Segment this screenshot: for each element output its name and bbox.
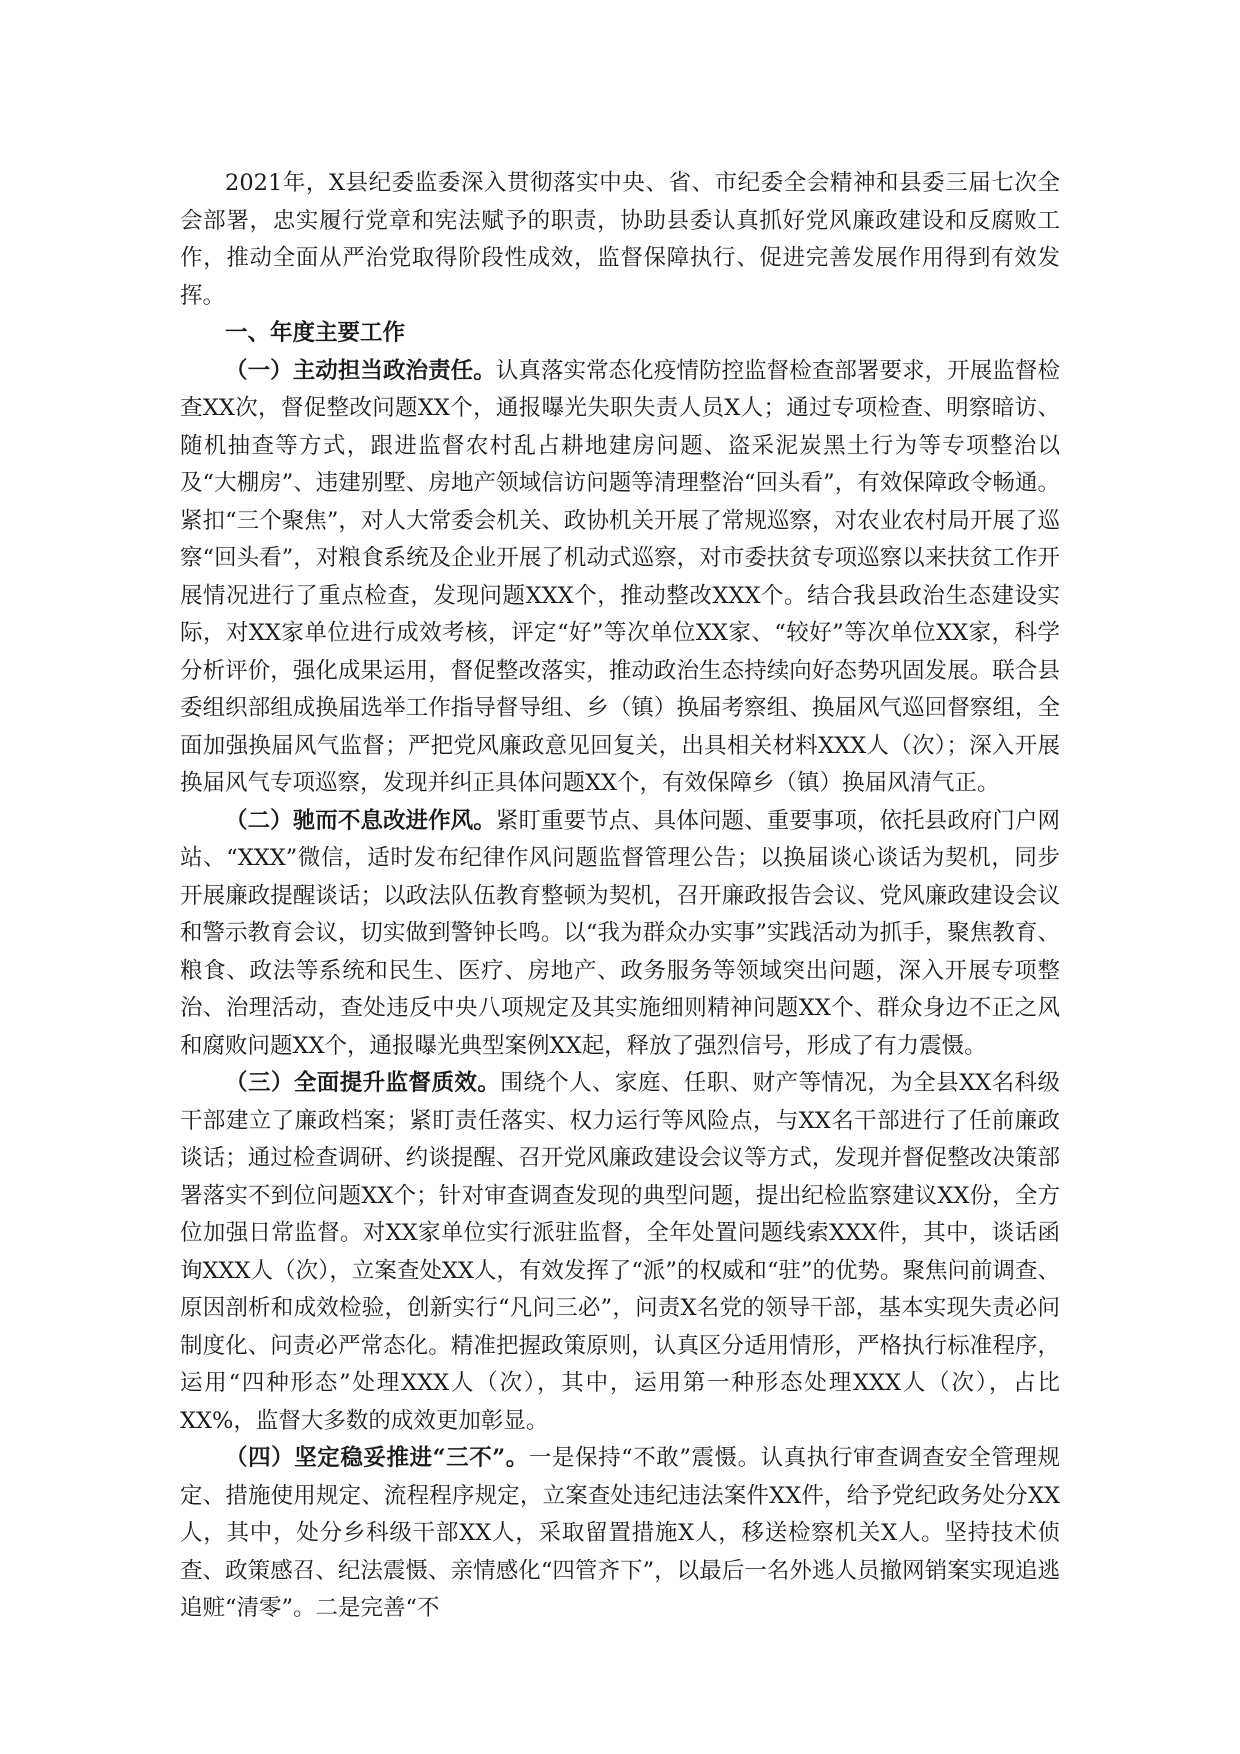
section-paragraph-3 bbox=[180, 1065, 1060, 1440]
section-body-2: 紧盯重要节点、具体问题、重要事项，依托县政府门户网站、“XXX”微信，适时发布纪律作风问题监督管理公告；以换届谈心谈话为契机，同步开展廉政提醒谈话；以政法队伍教育整顿为契机，召开廉政报告会议、党风廉政建设会议和警示教育会议，切实做到警钟长鸣。以“我为群众办实事”实践活动为抓手，聚焦教育、粮食、政法等系统和民生、医疗、房地产、政务服务等领域突出问题，深入开展专项整治、治理活动，查处违反中央八项规定及其实施细则精神问题XX个、群众身边不正之风和腐败问题XX个，通报曝光典型案例XX起，释放了强烈信号，形成了有力震慑。 bbox=[180, 807, 1060, 1059]
section-body-1: 认真落实常态化疫情防控监督检查部署要求，开展监督检查XX次，督促整改问题XX个，通报曝光失职失责人员X人；通过专项检查、明察暗访、随机抽查等方式，跟进监督农村乱占耕地建房问题、盗采泥炭黑土行为等专项整治以及“大棚房”、违建别墅、房地产领域信访问题等清理整治“回头看”，有效保障政令畅通。紧扣“三个聚焦”，对人大常委会机关、政协机关开展了常规巡察，对农业农村局开展了巡察“回头看”，对粮食系统及企业开展了机动式巡察，对市委扶贫专项巡察以来扶贫工作开展情况进行了重点检查，发现问题XXX个，推动整改XXX个。结合我县政治生态建设实际，对XX家单位进行成效考核，评定“好”等次单位XX家、“较好”等次单位XX家，科学分析评价，强化成果运用，督促整改落实，推动政治生态持续向好态势巩固发展。联合县委组织部组成换届选举工作指导督导组、乡（镇）换届考察组、换届风气巡回督察组，全面加强换届风气监督；严把党风廉政意见回复关，出具相关材料XXX人（次）；深入开展换届风气专项巡察，发现并纠正具体问题XX个，有效保障乡（镇）换届风清气正。 bbox=[180, 357, 1060, 796]
section-lead-4: （四）坚定稳妥推进“三不”。 bbox=[225, 1445, 529, 1471]
document-page bbox=[180, 165, 1060, 1628]
section-lead-1: （一）主动担当政治责任。 bbox=[225, 357, 496, 384]
section-paragraph-1 bbox=[180, 353, 1060, 803]
section-body-4: 一是保持“不敢”震慑。认真执行审查调查安全管理规定、措施使用规定、流程程序规定，立案查处违纪违法案件XX件，给予党纪政务处分XX人，其中，处分乡科级干部XX人，采取留置措施X人，移送检察机关X人。坚持技术侦查、政策感召、纪法震慑、亲情感化“四管齐下”，以最后一名外逃人员撤网销案实现追逃追赃“清零”。二是完善“不 bbox=[180, 1445, 1060, 1621]
section-body-3: 围绕个人、家庭、任职、财产等情况，为全县XX名科级干部建立了廉政档案；紧盯责任落实、权力运行等风险点，与XX名干部进行了任前廉政谈话；通过检查调研、约谈提醒、召开党风廉政建设会议等方式，发现并督促整改决策部署落实不到位问题XX个；针对审查调查发现的典型问题，提出纪检监察建议XX份，全方位加强日常监督。对XX家单位实行派驻监督，全年处置问题线索XXX件，其中，谈话函询XXX人（次），立案查处XX人，有效发挥了“派”的权威和“驻”的优势。聚焦问前调查、原因剖析和成效检验，创新实行“凡问三必”，问责X名党的领导干部，基本实现失责必问制度化、问责必严常态化。精准把握政策原则，认真区分适用情形，严格执行标准程序，运用“四种形态”处理XXX人（次），其中，运用第一种形态处理XXX人（次），占比XX%，监督大多数的成效更加彰显。 bbox=[180, 1070, 1060, 1434]
section-lead-3: （三）全面提升监督质效。 bbox=[225, 1070, 501, 1096]
intro-paragraph: 2021年，X县纪委监委深入贯彻落实中央、省、市纪委全会精神和县委三届七次全会部署，忠实履行党章和宪法赋予的职责，协助县委认真抓好党风廉政建设和反腐败工作，推动全面从严治党取得阶段性成效，监督保障执行、促进完善发展作用得到有效发挥。 bbox=[180, 170, 1060, 309]
section-paragraph-4 bbox=[180, 1440, 1060, 1628]
section-paragraph-2 bbox=[180, 803, 1060, 1066]
section-lead-2: （二）驰而不息改进作风。 bbox=[225, 807, 496, 834]
section-heading: 一、年度主要工作 bbox=[225, 320, 406, 346]
